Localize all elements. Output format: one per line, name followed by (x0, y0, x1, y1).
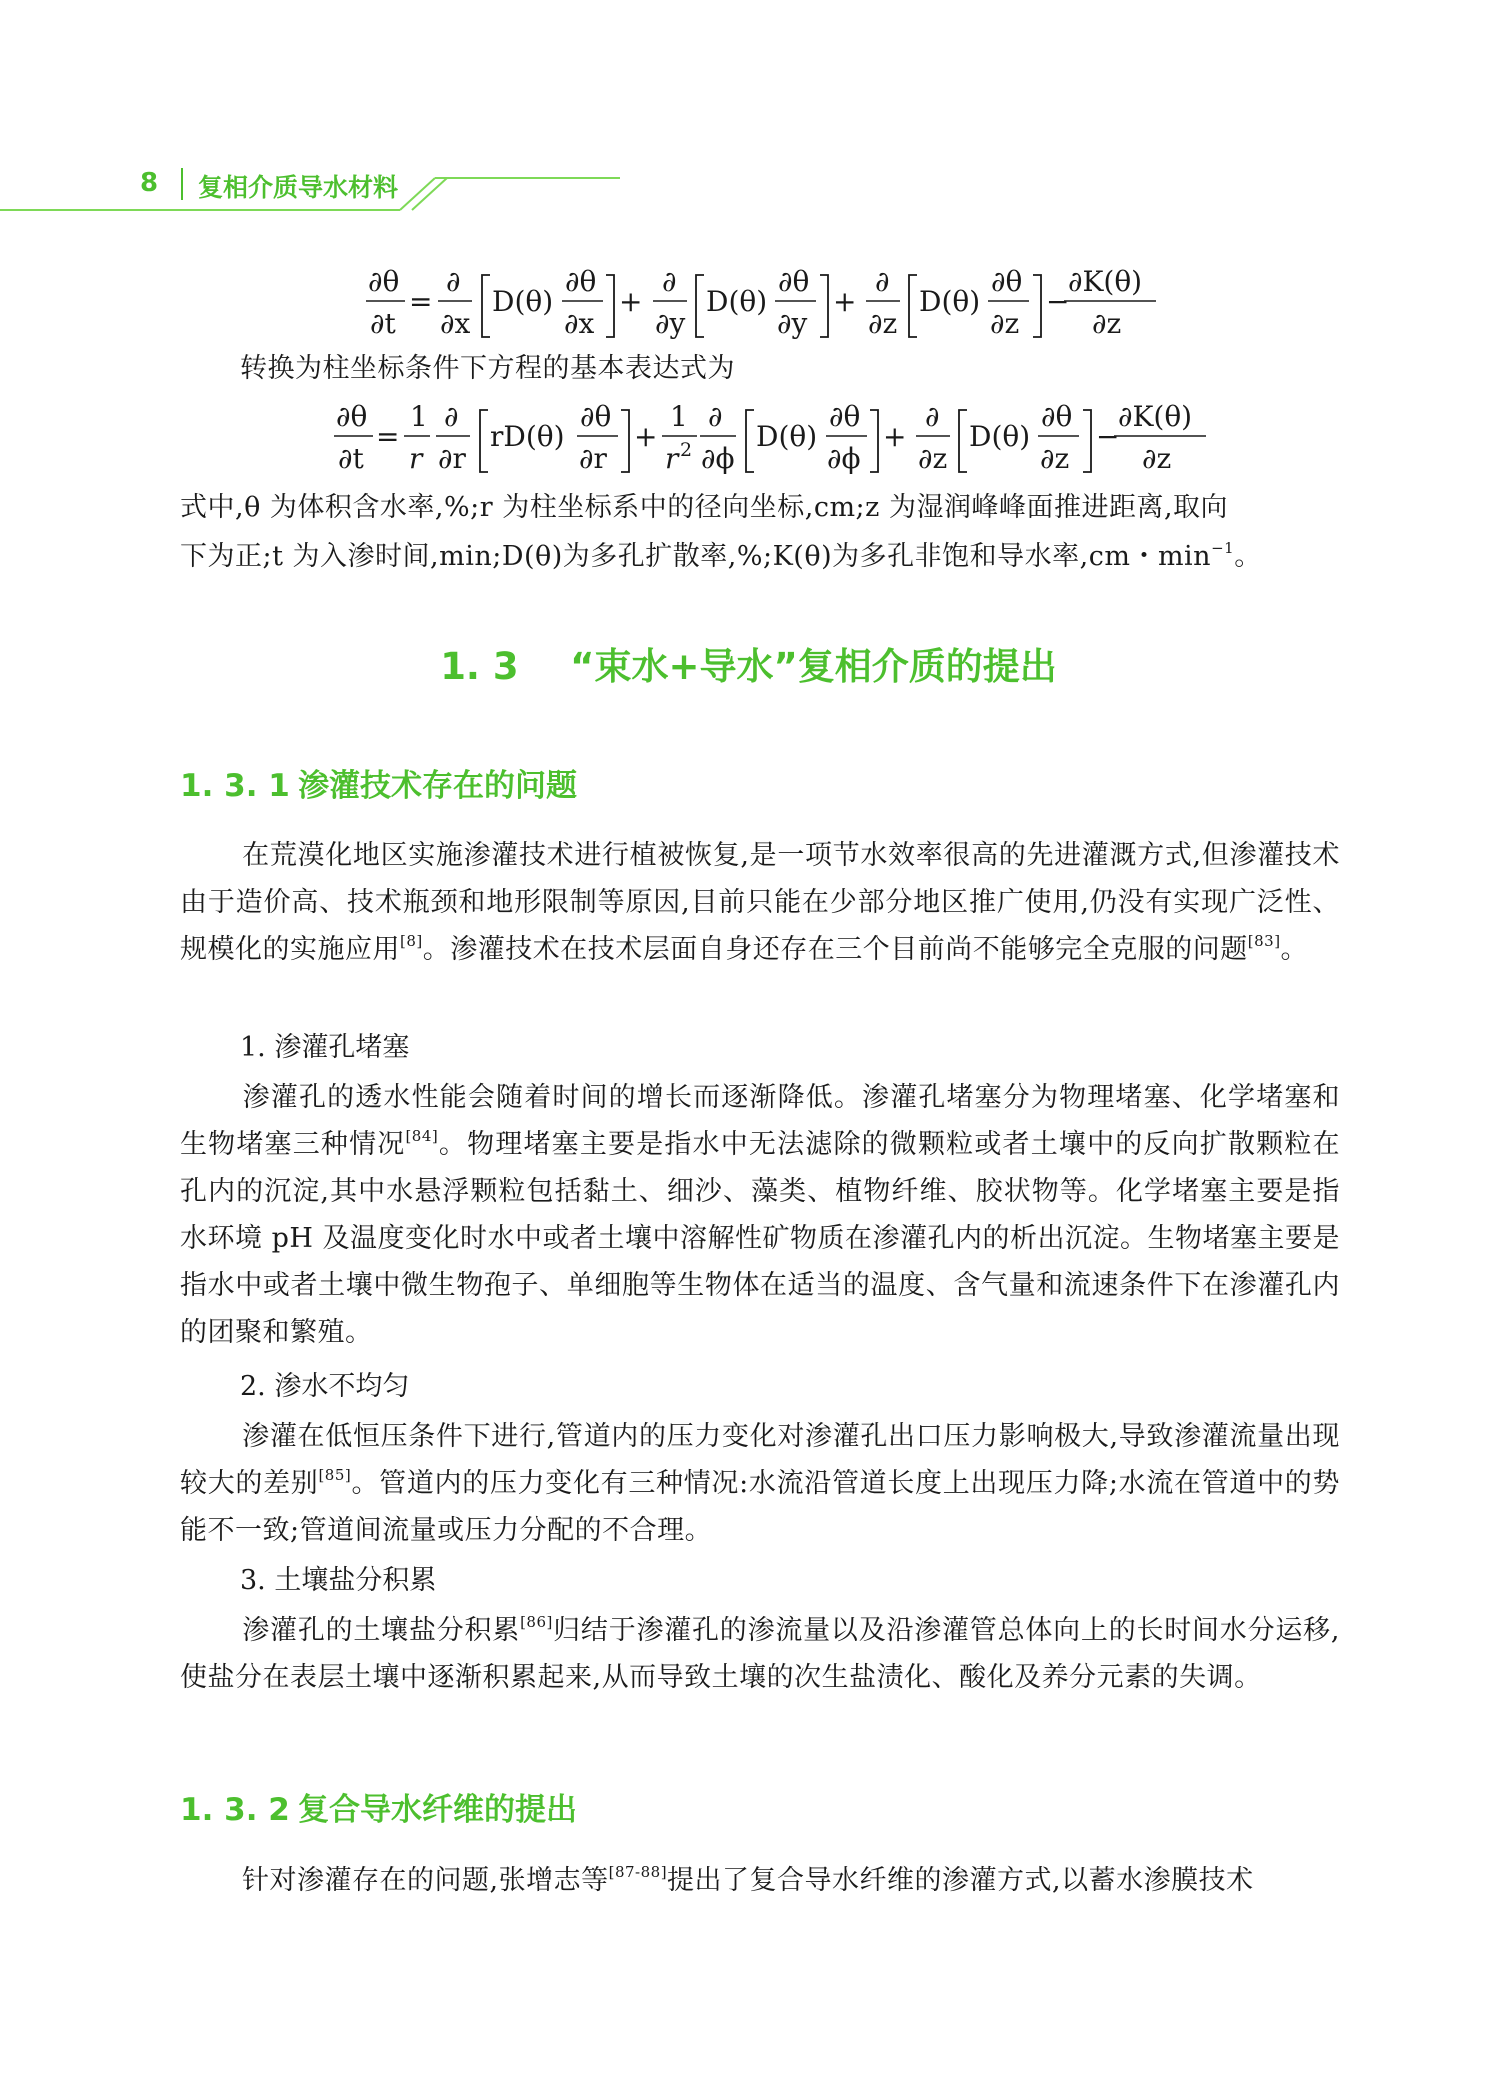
list-item-2: 2. 渗水不均匀 (240, 1371, 410, 1402)
paragraph-3-text-a: 渗灌在低恒压条件下进行,管道内的压力变化对渗灌孔出口压力影响极大,导致渗灌流量出现较大的差别 (180, 1421, 1340, 1499)
page-number: 8 (140, 168, 159, 198)
eq2-plus2: + (883, 420, 907, 453)
citation-85: [85] (318, 1466, 352, 1484)
eq2-dtheta-z: D(θ) (969, 420, 1031, 453)
eq2-dth-phi: ∂θ (829, 400, 861, 433)
paragraph-4-text-a: 渗灌孔的土壤盐分积累 (242, 1615, 521, 1646)
book-title: 复相介质导水材料 (198, 173, 399, 202)
equation-cylindrical (0, 390, 1497, 480)
eq1-dy-den: ∂y (655, 307, 686, 340)
eq2-dtheta-phi: D(θ) (756, 420, 818, 453)
paragraph-5-text-a: 针对渗灌存在的问题,张增志等 (242, 1865, 609, 1896)
eq1-dy2: ∂y (777, 307, 808, 340)
eq2-equals: = (376, 420, 400, 453)
subsection-heading-1 (180, 760, 577, 805)
eq2-dz2: ∂z (1040, 442, 1070, 475)
definitions-end: 。 (1234, 541, 1262, 572)
eq2-r-a: r (409, 442, 423, 475)
eq1-dtheta-y: D(θ) (706, 285, 768, 318)
eq1-dth-y: ∂θ (778, 265, 810, 298)
paragraph-2-text-a: 渗灌孔的透水性能会随着时间的增长而逐渐降低。渗灌孔堵塞分为物理堵塞、化学堵塞和生物堵塞三种情况 (180, 1082, 1340, 1160)
paragraph-1-text-a: 在荒漠化地区实施渗灌技术进行植被恢复,是一项节水效率很高的先进灌溉方式,但渗灌技术由于造价高、技术瓶颈和地形限制等原因,目前只能在少部分地区推广使用,仍没有实现广泛性、规模化的实施应用 (180, 840, 1340, 965)
paragraph-5 (180, 1857, 1340, 1904)
section-number: 1. 3 (440, 645, 519, 688)
eq2-rD: rD(θ) (490, 420, 565, 453)
citation-83: [83] (1247, 932, 1281, 950)
eq1-dx2: ∂x (564, 307, 595, 340)
eq1-dtheta-x: D(θ) (492, 285, 554, 318)
eq1-dth-x: ∂θ (565, 265, 597, 298)
paragraph-4-text-b: 归结于渗灌孔的渗流量以及沿渗灌管总体向上的长时间水分运移,使盐分在表层土壤中逐渐积累起来,从而导致土壤的次生盐渍化、酸化及养分元素的失调。 (180, 1615, 1340, 1693)
definitions-line-1: 式中,θ 为体积含水率,%;r 为柱坐标系中的径向坐标,cm;z 为湿润峰峰面推进距离,取向 (180, 492, 1229, 523)
equation-cartesian (0, 255, 1497, 345)
section-heading (0, 636, 1497, 690)
subsection-title-2: 复合导水纤维的提出 (298, 1792, 577, 1828)
eq1-dx-num: ∂ (446, 265, 461, 298)
eq2-lhs-num: ∂θ (336, 400, 368, 433)
eq2-plus1: + (634, 420, 658, 453)
citation-87-88: [87-88] (608, 1863, 668, 1881)
eq1-dy-num: ∂ (662, 265, 677, 298)
eq1-plus1: + (619, 285, 643, 318)
eq2-dr-den: ∂r (438, 442, 466, 475)
paragraph-2-text-b: 。物理堵塞主要是指水中无法滤除的微颗粒或者土壤中的反向扩散颗粒在孔内的沉淀,其中水悬浮颗粒包括黏土、细沙、藻类、植物纤维、胶状物等。化学堵塞主要是指水环境 pH 及温度变化时水中或者土壤中溶解性矿物质在渗灌孔内的析出沉淀。生物堵塞主要是指水中或者土壤中微生物孢子、单细胞等生物体在适当的温度、含气量和流速条件下在渗灌孔内的团聚和繁殖。 (180, 1129, 1341, 1348)
intro-text: 转换为柱坐标条件下方程的基本表达式为 (240, 353, 735, 384)
eq2-dr2: ∂r (579, 442, 607, 475)
eq1-k-den: ∂z (1092, 307, 1122, 340)
section-title: “束水+导水”复相介质的提出 (570, 645, 1057, 688)
paragraph-3 (180, 1413, 1340, 1554)
eq2-dphi2: ∂ϕ (827, 442, 861, 475)
eq2-lhs-den: ∂t (338, 442, 364, 475)
paragraph-3-text-b: 。管道内的压力变化有三种情况:水流沿管道长度上出现压力降;水流在管道中的势能不一致;管道间流量或压力分配的不合理。 (180, 1468, 1340, 1546)
subsection-heading-2 (180, 1784, 577, 1829)
definitions-exponent: −1 (1211, 539, 1235, 557)
list-item-3: 3. 土壤盐分积累 (240, 1565, 437, 1596)
eq2-dth-r: ∂θ (580, 400, 612, 433)
paragraph-1 (180, 832, 1340, 973)
definitions-line-2 (180, 534, 1262, 573)
eq2-dz-den: ∂z (918, 442, 948, 475)
eq2-dth-z: ∂θ (1041, 400, 1073, 433)
eq1-dz-den: ∂z (868, 307, 898, 340)
eq2-one-b: 1 (670, 400, 688, 433)
definitions-text: 下为正;t 为入渗时间,min;D(θ)为多孔扩散率,%;K(θ)为多孔非饱和导水率,cm・min (180, 541, 1212, 572)
eq2-r-exp: 2 (680, 439, 693, 461)
paragraph-2 (180, 1074, 1340, 1356)
paragraph-1-text-c: 。 (1280, 934, 1309, 965)
eq2-r-b: r (665, 442, 679, 475)
eq2-one-a: 1 (410, 400, 428, 433)
eq1-dx-den: ∂x (440, 307, 471, 340)
eq2-d-phi: ∂ (708, 400, 723, 433)
subsection-title-1: 渗灌技术存在的问题 (298, 768, 577, 804)
paragraph-1-text-b: 。渗灌技术在技术层面自身还存在三个目前尚不能够完全克服的问题 (422, 934, 1248, 965)
eq2-d-r: ∂ (444, 400, 459, 433)
eq2-minus: − (1096, 420, 1120, 453)
subsection-number-1: 1. 3. 1 (180, 768, 290, 804)
eq1-dtheta-z: D(θ) (919, 285, 981, 318)
eq2-k-den: ∂z (1142, 442, 1172, 475)
citation-84: [84] (405, 1127, 439, 1145)
eq2-d-z: ∂ (925, 400, 940, 433)
eq1-dz-num: ∂ (875, 265, 890, 298)
eq2-dphi-den: ∂ϕ (701, 442, 735, 475)
eq1-k-num: ∂K(θ) (1068, 265, 1143, 298)
paragraph-5-text-b: 提出了复合导水纤维的渗灌方式,以蓄水渗膜技术 (667, 1865, 1254, 1896)
citation-86: [86] (520, 1613, 553, 1631)
eq2-k-num: ∂K(θ) (1118, 400, 1193, 433)
eq1-minus: − (1046, 285, 1070, 318)
eq1-plus2: + (833, 285, 857, 318)
eq1-lhs-num: ∂θ (368, 265, 400, 298)
eq1-lhs-den: ∂t (370, 307, 396, 340)
header-separator (181, 168, 183, 200)
eq1-equals: = (409, 285, 433, 318)
paragraph-4 (180, 1607, 1340, 1701)
citation-8: [8] (400, 932, 423, 950)
list-item-1: 1. 渗灌孔堵塞 (240, 1032, 410, 1063)
eq1-dth-z: ∂θ (991, 265, 1023, 298)
subsection-number-2: 1. 3. 2 (180, 1792, 290, 1828)
eq1-dz2: ∂z (990, 307, 1020, 340)
